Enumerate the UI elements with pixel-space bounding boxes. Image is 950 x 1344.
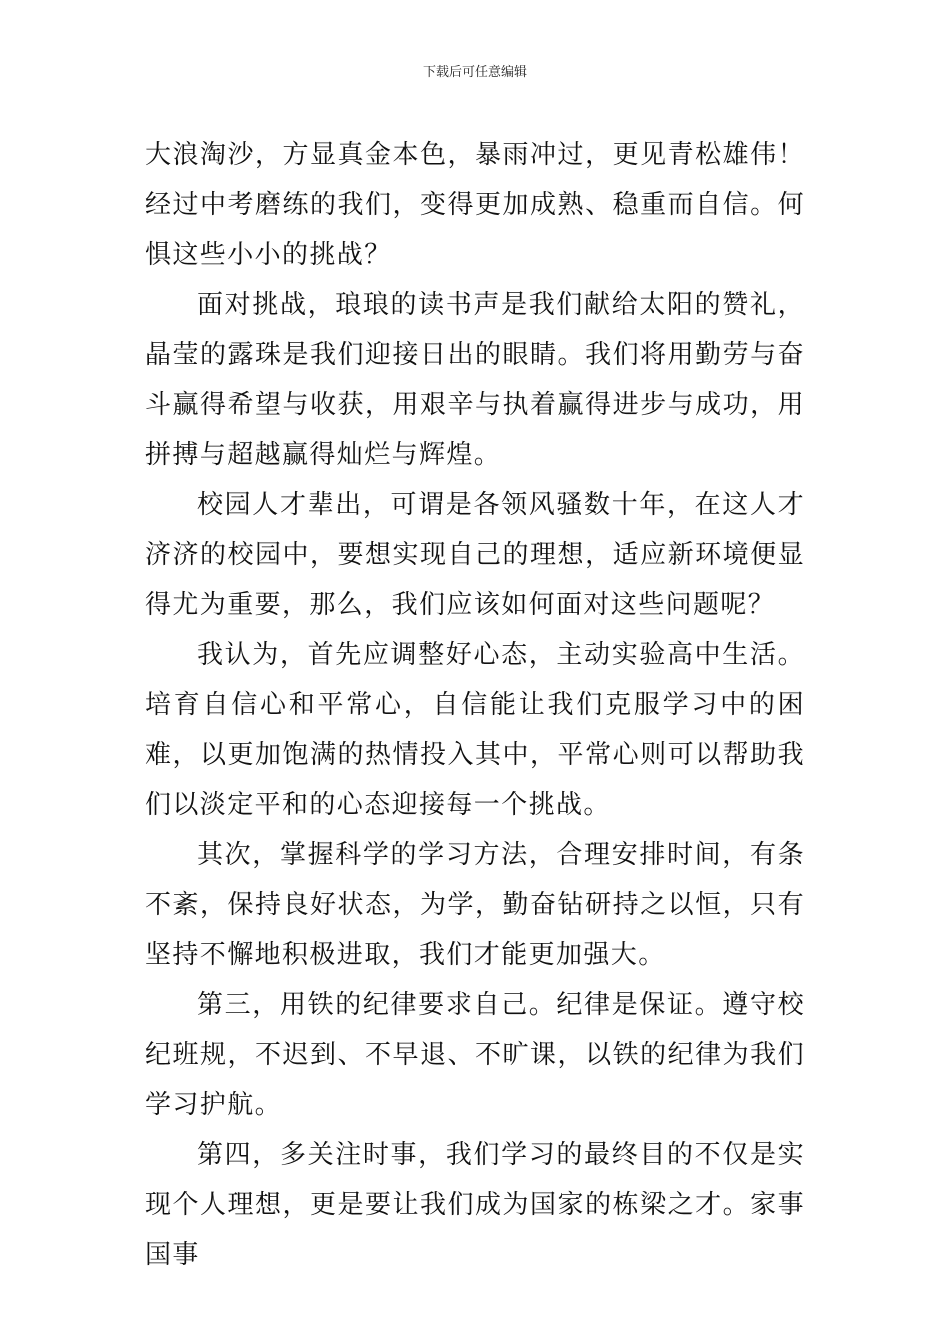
paragraph-3: 校园人才辈出，可谓是各领风骚数十年，在这人才济济的校园中，要想实现自己的理想，适应新环境便显得尤为重要，那么，我们应该如何面对这些问题呢？ [145, 490, 805, 620]
paragraph-7: 第四，多关注时事，我们学习的最终目的不仅是实现个人理想，更是要让我们成为国家的栋梁之才。家事国事 [145, 1140, 805, 1270]
page-header: 下载后可任意编辑 [422, 65, 527, 80]
paragraph-4: 我认为，首先应调整好心态，主动实验高中生活。培育自信心和平常心，自信能让我们克服学习中的困难，以更加饱满的热情投入其中，平常心则可以帮助我们以淡定平和的心态迎接每一个挑战。 [145, 640, 805, 820]
paragraph-1: 大浪淘沙，方显真金本色，暴雨冲过，更见青松雄伟！经过中考磨练的我们，变得更加成熟、稳重而自信。何惧这些小小的挑战？ [145, 140, 805, 270]
document-body [145, 130, 805, 1280]
paragraph-2: 面对挑战，琅琅的读书声是我们献给太阳的赞礼，晶莹的露珠是我们迎接日出的眼睛。我们将用勤劳与奋斗赢得希望与收获，用艰辛与执着赢得进步与成功，用拼搏与超越赢得灿烂与辉煌。 [145, 290, 805, 470]
paragraph-6: 第三，用铁的纪律要求自己。纪律是保证。遵守校纪班规，不迟到、不早退、不旷课，以铁的纪律为我们学习护航。 [145, 990, 805, 1120]
paragraph-5: 其次，掌握科学的学习方法，合理安排时间，有条不紊，保持良好状态，为学，勤奋钻研持之以恒，只有坚持不懈地积极进取，我们才能更加强大。 [145, 840, 805, 970]
